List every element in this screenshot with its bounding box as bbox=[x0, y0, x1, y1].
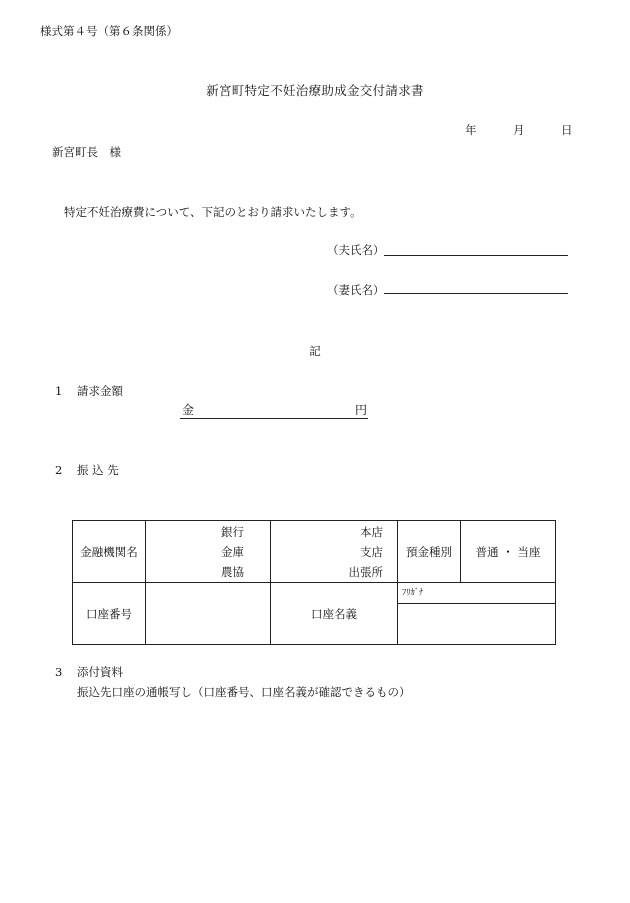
amount-suffix: 円 bbox=[355, 403, 368, 417]
section1-number: 1 bbox=[55, 384, 63, 398]
document-title: 新宮町特定不妊治療助成金交付請求書 bbox=[206, 83, 424, 98]
deposit-type-options[interactable]: 普通 ・ 当座 bbox=[461, 521, 556, 583]
bank-transfer-table bbox=[72, 520, 556, 645]
branch-type-option: 支店 bbox=[360, 544, 383, 559]
attachment-description: 振込先口座の通帳写し（口座番号、口座名義が確認できるもの） bbox=[77, 685, 411, 699]
section1-title: 請求金額 bbox=[77, 384, 123, 398]
section2-title: 振 込 先 bbox=[77, 463, 119, 477]
account-number-field[interactable] bbox=[146, 583, 271, 645]
date-line bbox=[465, 125, 573, 137]
amount-field-line[interactable] bbox=[180, 418, 368, 419]
husband-name-label: （夫氏名） bbox=[327, 243, 385, 257]
section3-number: 3 bbox=[55, 665, 63, 679]
institution-label: 金融機関名 bbox=[73, 521, 146, 583]
deposit-type-label: 預金種別 bbox=[398, 521, 461, 583]
bank-type-option: 金庫 bbox=[221, 544, 244, 559]
bank-type-option: 銀行 bbox=[221, 524, 244, 539]
account-name-label: 口座名義 bbox=[271, 583, 398, 645]
branch-type-option: 出張所 bbox=[348, 564, 383, 579]
date-year-label: 年 bbox=[465, 123, 477, 137]
addressee: 新宮町長 様 bbox=[52, 145, 121, 159]
date-day-label: 日 bbox=[561, 123, 573, 137]
ki-heading: 記 bbox=[309, 344, 321, 358]
bank-type-option: 農協 bbox=[221, 564, 244, 579]
wife-name-line[interactable] bbox=[384, 293, 568, 294]
form-number: 様式第４号（第６条関係） bbox=[40, 24, 178, 38]
furigana-label[interactable]: ﾌﾘｶﾞﾅ bbox=[398, 583, 556, 604]
section2-number: 2 bbox=[55, 463, 63, 477]
date-month-label: 月 bbox=[513, 123, 525, 137]
branch-type-cell[interactable] bbox=[271, 521, 398, 583]
account-number-label: 口座番号 bbox=[73, 583, 146, 645]
wife-name-label: （妻氏名） bbox=[327, 283, 385, 297]
branch-type-option: 本店 bbox=[360, 524, 383, 539]
bank-type-cell[interactable] bbox=[146, 521, 271, 583]
section3-title: 添付資料 bbox=[77, 665, 123, 679]
husband-name-line[interactable] bbox=[384, 255, 568, 256]
account-name-field[interactable] bbox=[398, 604, 556, 645]
request-text: 特定不妊治療費について、下記のとおり請求いたします。 bbox=[64, 205, 362, 219]
amount-prefix: 金 bbox=[182, 403, 195, 417]
